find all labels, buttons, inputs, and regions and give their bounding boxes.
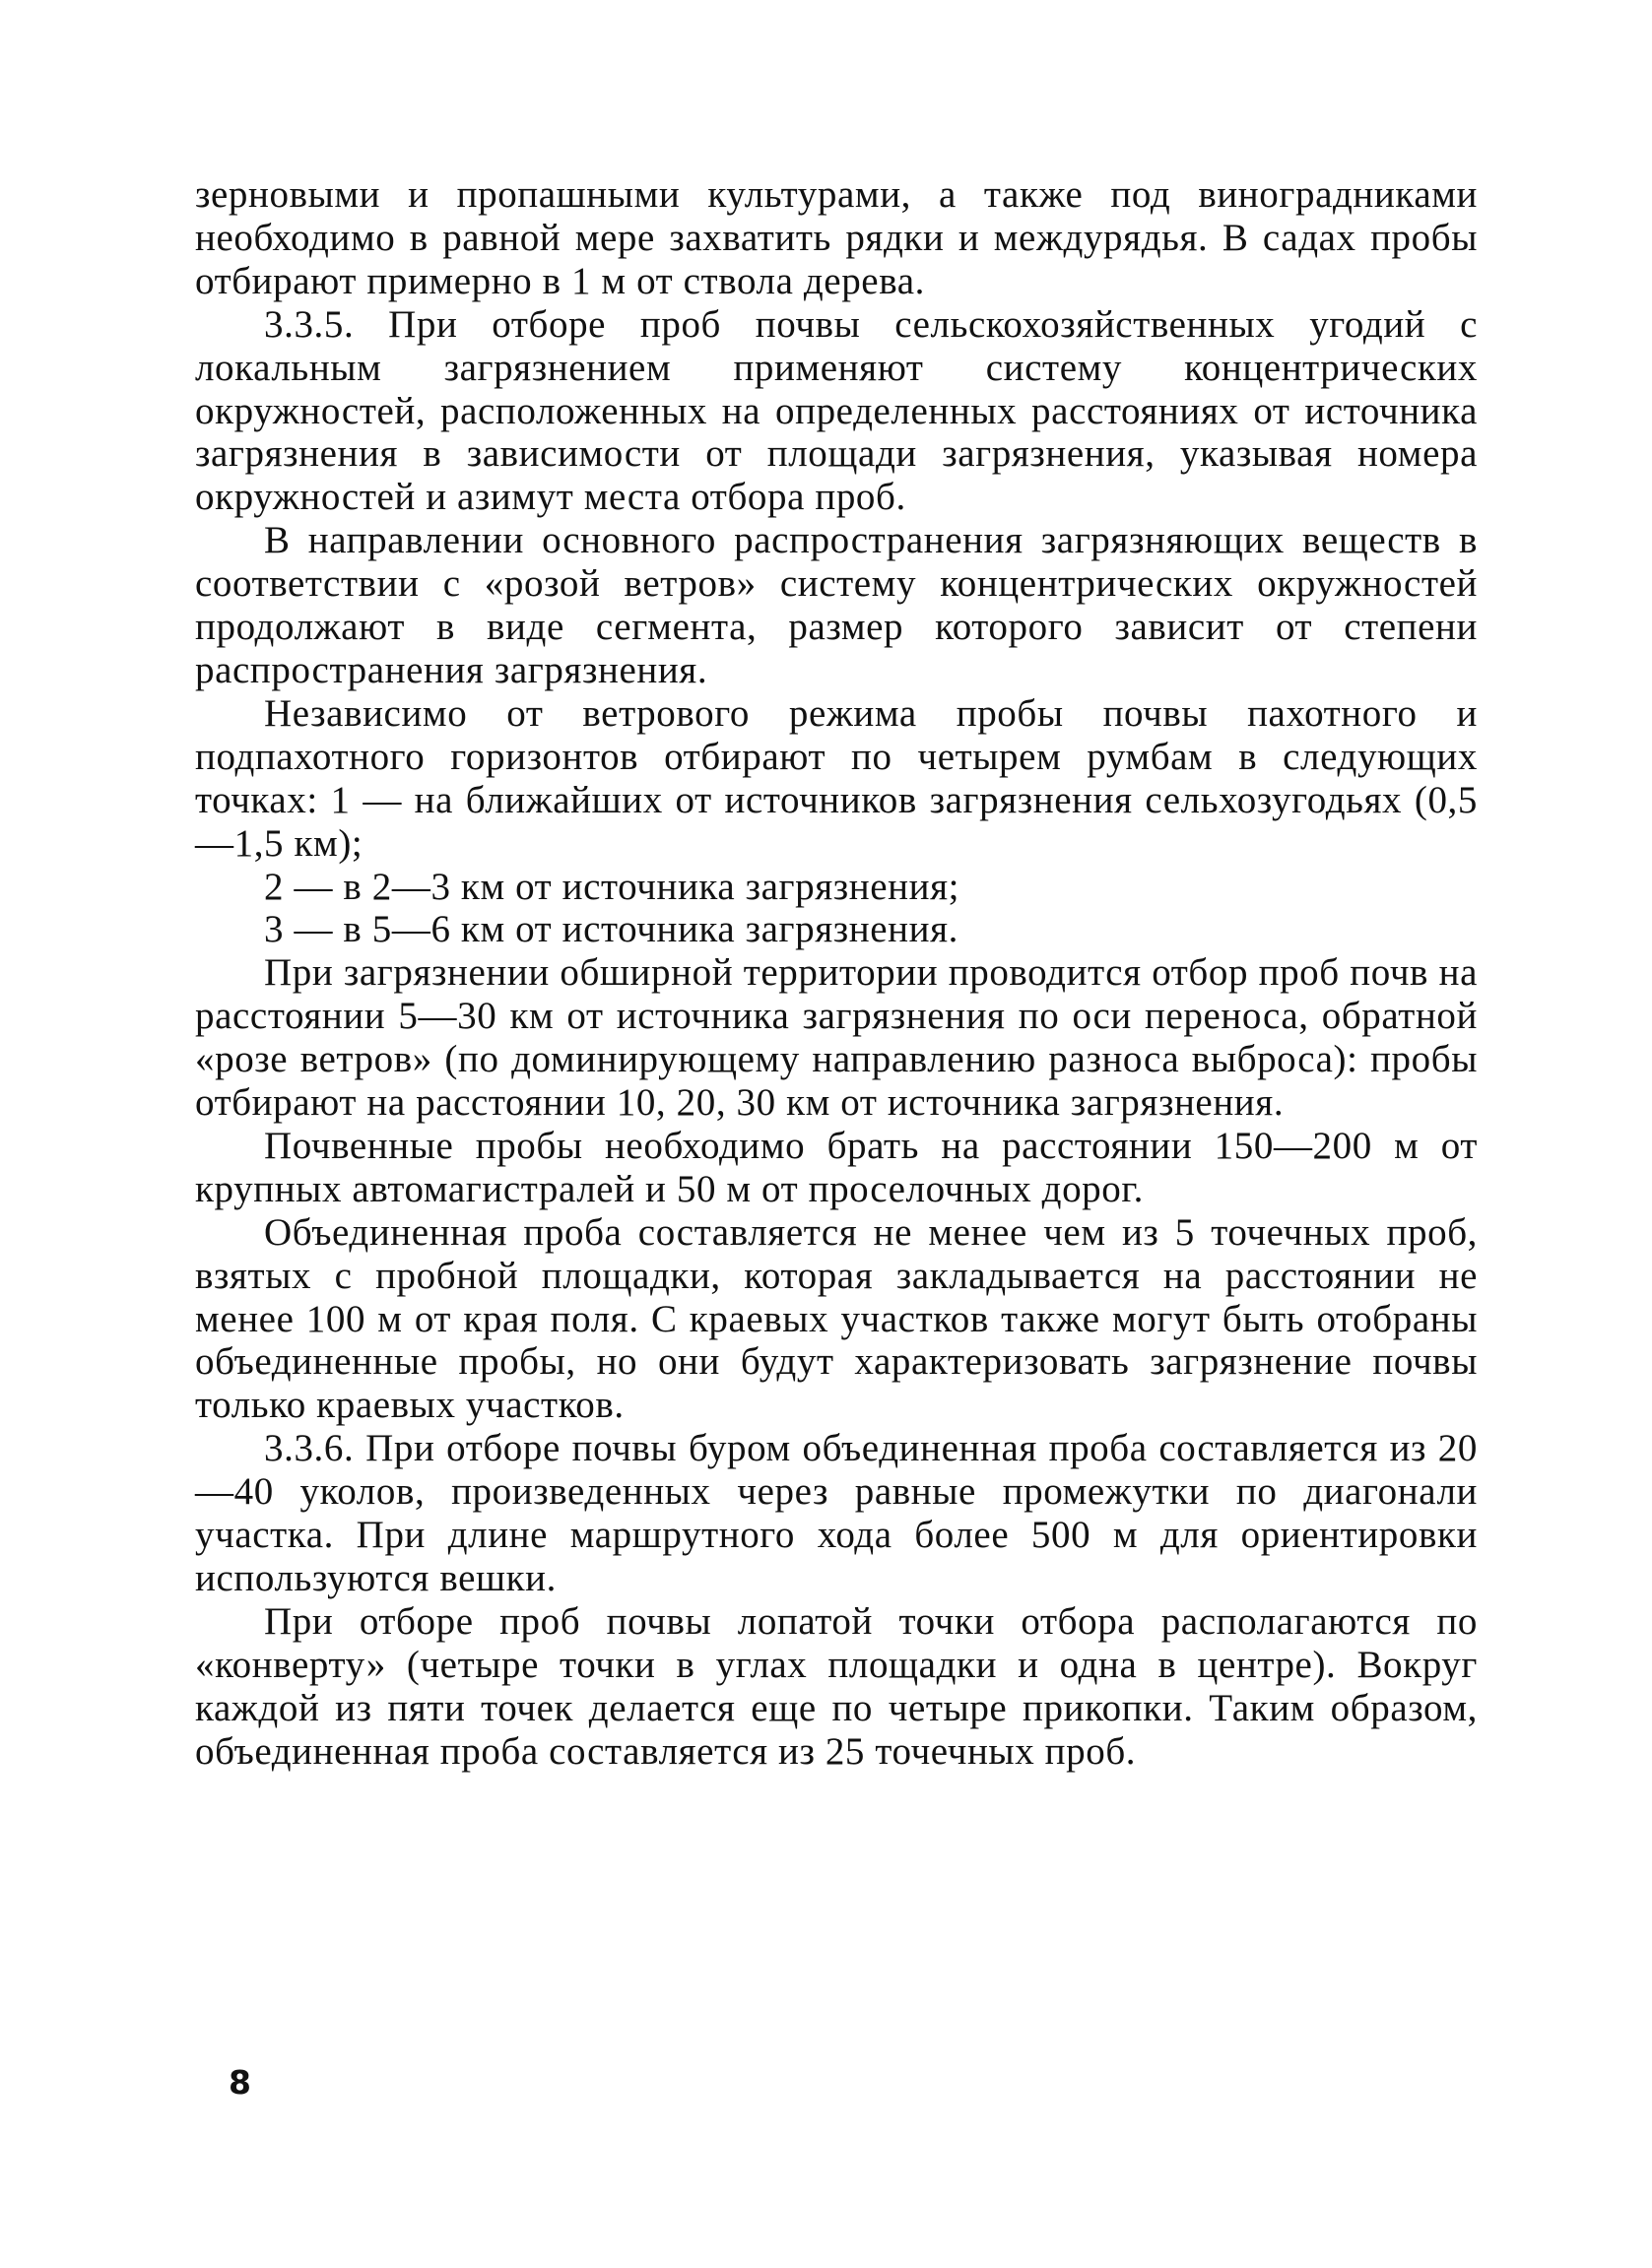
list-item-point-3: 3 — в 5—6 км от источника загрязнения. xyxy=(264,908,959,951)
paragraph-sampling-points: Независимо от ветрового режима пробы почвы пахотного и подпахотного горизонтов отбирают по четырем румбам в следующих точках: 1 — на ближайших от источников загрязнения сельхозугодьях (0,5—1,5 км); xyxy=(195,691,1478,865)
list-item-point-2: 2 — в 2—3 км от источника загрязнения; xyxy=(264,865,960,908)
page-number: 8 xyxy=(229,2063,251,2102)
paragraph-combined-sample: Объединенная проба составляется не менее чем из 5 точечных проб, взятых с пробной площадки, которая закладывается на расстоянии не менее 100 м от края поля. С краевых участков также могут быть отобраны объединенные пробы, но они будут характеризовать загрязнение почвы только краевых участков. xyxy=(195,1210,1478,1427)
paragraph-continuation: зерновыми и пропашными культурами, а также под виноградниками необходимо в равной мере захватить рядки и междурядья. В садах пробы отбирают примерно в 1 м от ствола дерева. xyxy=(195,173,1478,302)
paragraph-wide-contamination: При загрязнении обширной территории проводится отбор проб почв на расстоянии 5—30 км от источника загрязнения по оси переноса, обратной «розе ветров» (по доминирующему направлению разноса выброса): пробы отбирают на расстоянии 10, 20, 30 км от источника загрязнения. xyxy=(195,951,1478,1125)
body-text xyxy=(195,173,1478,1774)
paragraph-section-3-3-5: 3.3.5. При отборе проб почвы сельскохозяйственных угодий с локальным загрязнением применяют систему концентрических окружностей, расположенных на определенных расстояниях от источника загрязнения в зависимости от площади загрязнения, указывая номера окружностей и азимут места отбора проб. xyxy=(195,302,1478,519)
paragraph-section-3-3-6: 3.3.6. При отборе почвы буром объединенная проба составляется из 20—40 уколов, произведенных через равные промежутки по диагонали участка. При длине маршрутного хода более 500 м для ориентировки используются вешки. xyxy=(195,1427,1478,1599)
paragraph-envelope-method: При отборе проб почвы лопатой точки отбора располагаются по «конверту» (четыре точки в углах площадки и одна в центре). Вокруг каждой из пяти точек делается еще по четыре прикопки. Таким образом, объединенная проба составляется из 25 точечных проб. xyxy=(195,1599,1478,1773)
paragraph-wind-rose: В направлении основного распространения загрязняющих веществ в соответствии с «розой ветров» систему концентрических окружностей продолжают в виде сегмента, размер которого зависит от степени распространения загрязнения. xyxy=(195,519,1478,691)
paragraph-roads: Почвенные пробы необходимо брать на расстоянии 150—200 м от крупных автомагистралей и 50 м от проселочных дорог. xyxy=(195,1124,1478,1210)
